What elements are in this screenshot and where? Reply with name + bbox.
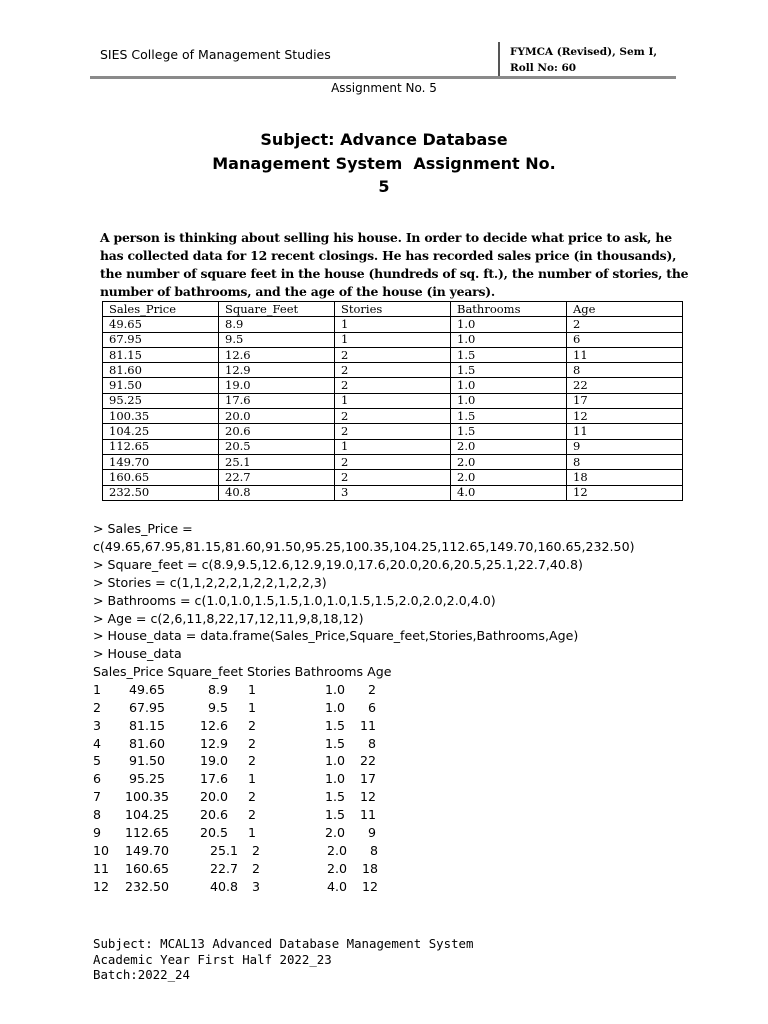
statement-line: the number of square feet in the house (hundreds of sq. ft.), the number of stories, the [100, 266, 689, 281]
title-line: 5 [378, 177, 390, 196]
output-cell: 1.0 [325, 753, 346, 769]
output-cell: 18 [362, 860, 379, 876]
output-cell: 25.1 [210, 842, 239, 858]
output-cell: 149.70 [125, 842, 170, 858]
table-cell: 9 [567, 439, 683, 454]
code-line: > Stories = c(1,1,2,2,2,1,2,2,1,2,2,3) [93, 574, 327, 590]
statement-line: number of bathrooms, and the age of the house (in years). [100, 284, 496, 299]
table-cell: 2.0 [451, 470, 567, 485]
output-cell: 1.5 [325, 717, 346, 733]
output-cell: 1.5 [325, 789, 346, 805]
house-data-table [102, 301, 683, 501]
footer-line: Academic Year First Half 2022_23 [93, 951, 332, 967]
table-cell: 1.5 [451, 347, 567, 362]
table-row [103, 409, 683, 424]
assignment-label: Assignment No. 5 [331, 81, 437, 95]
table-cell: 18 [567, 470, 683, 485]
code-line: > Age = c(2,6,11,8,22,17,12,11,9,8,18,12) [93, 610, 364, 626]
table-cell: 2 [335, 347, 451, 362]
output-cell: 1.0 [325, 681, 346, 697]
output-cell: 1 [248, 699, 257, 715]
header-divider [90, 76, 676, 79]
table-cell: 2 [335, 454, 451, 469]
output-cell: 2.0 [325, 825, 346, 841]
code-line: > Sales_Price = [93, 521, 193, 536]
table-cell: 25.1 [219, 454, 335, 469]
output-cell: 11 [93, 860, 110, 876]
output-cell: 12 [93, 878, 110, 894]
output-cell: 2.0 [327, 842, 348, 858]
table-cell: 100.35 [103, 409, 219, 424]
output-cell: 2.0 [327, 860, 348, 876]
output-cell: 49.65 [129, 681, 166, 697]
table-cell: 1 [335, 317, 451, 332]
table-cell: 8 [567, 363, 683, 378]
table-cell: 2.0 [451, 454, 567, 469]
output-cell: 20.5 [200, 825, 229, 841]
output-cell: 8 [368, 735, 377, 751]
table-cell: 1.5 [451, 409, 567, 424]
output-cell: 2 [248, 789, 257, 805]
table-cell: 1.0 [451, 393, 567, 408]
code-line: > House_data [93, 646, 182, 662]
table-cell: 8 [567, 454, 683, 469]
table-cell: 1.0 [451, 378, 567, 393]
column-header: Age [567, 302, 683, 317]
output-cell: 6 [93, 771, 102, 787]
output-cell: 11 [360, 717, 377, 733]
table-cell: 232.50 [103, 485, 219, 500]
output-cell: 3 [93, 717, 102, 733]
output-cell: 4 [93, 735, 102, 751]
output-cell: 1.0 [325, 771, 346, 787]
table-cell: 12 [567, 485, 683, 500]
statement-line: has collected data for 12 recent closings. He has recorded sales price (in thousands), [100, 248, 677, 263]
table-cell: 2 [335, 409, 451, 424]
output-cell: 2 [248, 753, 257, 769]
table-row [103, 424, 683, 439]
table-cell: 12.9 [219, 363, 335, 378]
output-cell: 2 [248, 735, 257, 751]
table-row [103, 439, 683, 454]
page-footer [93, 936, 473, 983]
output-cell: 2 [248, 807, 257, 823]
output-cell: 81.60 [129, 735, 166, 751]
table-header-row [103, 302, 683, 317]
roll-number: Roll No: 60 [510, 62, 577, 74]
output-cell: 3 [252, 878, 261, 894]
table-cell: 22.7 [219, 470, 335, 485]
table-cell: 81.15 [103, 347, 219, 362]
statement-line: A person is thinking about selling his house. In order to decide what price to ask, he [100, 230, 672, 245]
footer-line: Subject: MCAL13 Advanced Database Management System [93, 936, 474, 951]
output-cell: 2 [248, 717, 257, 733]
output-cell: 160.65 [125, 860, 170, 876]
table-cell: 4.0 [451, 485, 567, 500]
title-line: Management System Assignment No. [212, 153, 556, 173]
output-cell: 9.5 [208, 699, 229, 715]
output-cell: 232.50 [125, 878, 170, 894]
output-cell: 81.15 [129, 717, 166, 733]
output-cell: 8.9 [208, 681, 229, 697]
table-row [103, 454, 683, 469]
code-line: > House_data = data.frame(Sales_Price,Square_feet,Stories,Bathrooms,Age) [93, 628, 579, 644]
table-cell: 12 [567, 409, 683, 424]
table-cell: 11 [567, 347, 683, 362]
r-code-block [93, 520, 635, 663]
code-line: > Bathrooms = c(1.0,1.0,1.5,1.5,1.0,1.0,1.5,1.5,2.0,2.0,2.0,4.0) [93, 592, 496, 608]
table-cell: 104.25 [103, 424, 219, 439]
table-row [103, 470, 683, 485]
output-cell: 6 [368, 699, 377, 715]
output-cell: 12.9 [200, 735, 229, 751]
table-row [103, 317, 683, 332]
code-line: c(49.65,67.95,81.15,81.60,91.50,95.25,100.35,104.25,112.65,149.70,160.65,232.50) [93, 538, 635, 554]
table-row [103, 363, 683, 378]
output-cell: 20.6 [200, 807, 229, 823]
output-cell: 2 [93, 699, 102, 715]
table-cell: 2.0 [451, 439, 567, 454]
output-cell: 8 [370, 842, 379, 858]
table-cell: 95.25 [103, 393, 219, 408]
output-cell: 17 [360, 771, 377, 787]
column-header: Square_Feet [219, 302, 335, 317]
table-cell: 2 [335, 378, 451, 393]
table-cell: 2 [335, 424, 451, 439]
table-cell: 160.65 [103, 470, 219, 485]
code-line: > Square_feet = c(8.9,9.5,12.6,12.9,19.0,17.6,20.0,20.6,20.5,25.1,22.7,40.8) [93, 556, 583, 572]
column-header: Bathrooms [451, 302, 567, 317]
table-cell: 9.5 [219, 332, 335, 347]
table-row [103, 485, 683, 500]
course-semester: FYMCA (Revised), Sem I, [510, 46, 658, 58]
column-header: Stories [335, 302, 451, 317]
table-cell: 149.70 [103, 454, 219, 469]
table-row [103, 332, 683, 347]
output-cell: 91.50 [129, 753, 166, 769]
output-header-text: Sales_Price Square_feet Stories Bathrooms Age [93, 664, 392, 679]
table-cell: 112.65 [103, 439, 219, 454]
table-cell: 2 [567, 317, 683, 332]
output-cell: 10 [93, 842, 110, 858]
table-cell: 40.8 [219, 485, 335, 500]
output-cell: 1.0 [325, 699, 346, 715]
output-cell: 1 [93, 681, 102, 697]
table-cell: 1 [335, 439, 451, 454]
table-cell: 1 [335, 332, 451, 347]
table-cell: 67.95 [103, 332, 219, 347]
output-cell: 104.25 [125, 807, 170, 823]
table-row [103, 347, 683, 362]
table-cell: 49.65 [103, 317, 219, 332]
output-cell: 12 [360, 789, 377, 805]
table-cell: 11 [567, 424, 683, 439]
output-cell: 67.95 [129, 699, 166, 715]
output-cell: 1 [248, 771, 257, 787]
output-cell: 7 [93, 789, 102, 805]
table-cell: 20.5 [219, 439, 335, 454]
output-cell: 1.5 [325, 735, 346, 751]
output-cell: 17.6 [200, 771, 229, 787]
table-cell: 1.0 [451, 332, 567, 347]
table-row [103, 393, 683, 408]
output-cell: 4.0 [327, 878, 348, 894]
output-cell: 11 [360, 807, 377, 823]
output-cell: 19.0 [200, 753, 229, 769]
output-cell: 22.7 [210, 860, 239, 876]
output-cell: 1 [248, 825, 257, 841]
table-cell: 12.6 [219, 347, 335, 362]
output-cell: 1.5 [325, 807, 346, 823]
table-row [103, 378, 683, 393]
output-cell: 40.8 [210, 878, 239, 894]
column-header: Sales_Price [103, 302, 219, 317]
table-cell: 2 [335, 363, 451, 378]
table-cell: 1.5 [451, 363, 567, 378]
output-cell: 8 [93, 807, 102, 823]
output-cell: 9 [93, 825, 102, 841]
output-cell: 1 [248, 681, 257, 697]
output-cell: 2 [252, 842, 261, 858]
table-cell: 1.0 [451, 317, 567, 332]
table-cell: 17.6 [219, 393, 335, 408]
table-cell: 19.0 [219, 378, 335, 393]
title-line: Subject: Advance Database [260, 130, 508, 149]
output-cell: 100.35 [125, 789, 170, 805]
page-title [0, 128, 768, 199]
output-cell: 12.6 [200, 717, 229, 733]
output-cell: 5 [93, 753, 102, 769]
header-course-box [498, 42, 678, 78]
output-cell: 20.0 [200, 789, 229, 805]
table-cell: 22 [567, 378, 683, 393]
output-cell: 2 [368, 681, 377, 697]
output-cell: 9 [368, 825, 377, 841]
table-cell: 20.6 [219, 424, 335, 439]
table-cell: 3 [335, 485, 451, 500]
table-cell: 8.9 [219, 317, 335, 332]
output-cell: 95.25 [129, 771, 166, 787]
table-cell: 1 [335, 393, 451, 408]
problem-statement [100, 229, 689, 301]
output-cell: 22 [360, 753, 377, 769]
table-cell: 91.50 [103, 378, 219, 393]
output-cell: 12 [362, 878, 379, 894]
footer-line: Batch:2022_24 [93, 967, 190, 982]
table-cell: 1.5 [451, 424, 567, 439]
output-cell: 2 [252, 860, 261, 876]
table-cell: 20.0 [219, 409, 335, 424]
college-name: SIES College of Management Studies [100, 47, 331, 62]
output-cell: 112.65 [125, 825, 170, 841]
table-cell: 81.60 [103, 363, 219, 378]
table-cell: 17 [567, 393, 683, 408]
table-cell: 6 [567, 332, 683, 347]
table-cell: 2 [335, 470, 451, 485]
